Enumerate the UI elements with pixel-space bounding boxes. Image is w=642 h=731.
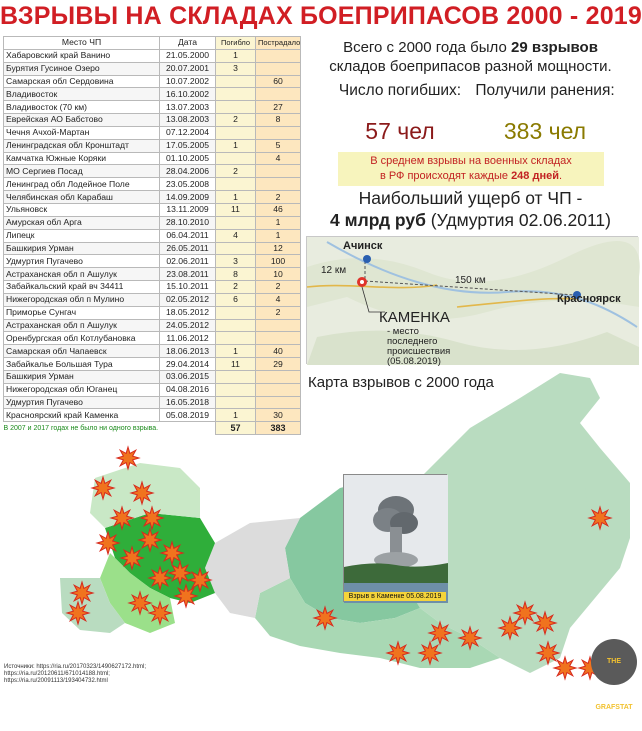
injured-cell: 27 bbox=[256, 101, 301, 114]
explosion-icon bbox=[117, 447, 139, 469]
injured-cell bbox=[256, 49, 301, 62]
table-row bbox=[4, 75, 301, 88]
injured-cell: 29 bbox=[256, 358, 301, 371]
injured-value: 383 чел bbox=[503, 118, 587, 144]
dead-cell bbox=[216, 178, 256, 191]
dead-cell: 4 bbox=[216, 229, 256, 242]
injured-cell bbox=[256, 62, 301, 75]
date-cell: 15.10.2011 bbox=[160, 281, 216, 294]
dead-cell: 8 bbox=[216, 268, 256, 281]
place-cell: МО Сергиев Посад bbox=[4, 165, 160, 178]
place-cell: Липецк bbox=[4, 229, 160, 242]
place-cell: Еврейская АО Бабстово bbox=[4, 114, 160, 127]
photo-caption: Взрыв в Каменке 05.08.2019 bbox=[344, 592, 446, 601]
date-cell: 24.05.2012 bbox=[160, 319, 216, 332]
table-row bbox=[4, 165, 301, 178]
place-cell: Башкирия Урман bbox=[4, 370, 160, 383]
dead-cell: 3 bbox=[216, 255, 256, 268]
source-link-2: https://ria.ru/20120611/671014188.html; bbox=[4, 671, 110, 677]
place-cell: Забайкальский край вч 34411 bbox=[4, 281, 160, 294]
dead-cell bbox=[216, 126, 256, 139]
explosion-icon bbox=[161, 542, 183, 564]
place-cell: Забайкалье Большая Тура bbox=[4, 358, 160, 371]
table-row bbox=[4, 203, 301, 216]
injured-cell bbox=[256, 165, 301, 178]
dead-cell: 1 bbox=[216, 49, 256, 62]
total-injured: 383 bbox=[256, 422, 301, 435]
explosion-icon bbox=[429, 622, 451, 644]
place-cell: Самарская обл Сердовина bbox=[4, 75, 160, 88]
explosion-icon bbox=[554, 657, 576, 679]
injured-cell: 2 bbox=[256, 281, 301, 294]
achinsk-label: Ачинск bbox=[343, 240, 383, 252]
table-row bbox=[4, 191, 301, 204]
explosion-icon bbox=[139, 529, 161, 551]
table-row bbox=[4, 49, 301, 62]
date-cell: 13.08.2003 bbox=[160, 114, 216, 127]
table-row bbox=[4, 62, 301, 75]
avg-days: 248 дней bbox=[511, 170, 559, 182]
damage-place-date: (Удмуртия 02.06.2011) bbox=[425, 210, 611, 230]
explosion-icon bbox=[129, 592, 151, 614]
explosion-icon bbox=[537, 642, 559, 664]
injured-cell bbox=[256, 332, 301, 345]
explosion-icon bbox=[92, 477, 114, 499]
grafstat-logo: THE GRAFSTAT bbox=[591, 639, 637, 685]
place-cell: Нижегородская обл п Мулино bbox=[4, 293, 160, 306]
dead-cell bbox=[216, 88, 256, 101]
table-row bbox=[4, 101, 301, 114]
injured-cell: 1 bbox=[256, 229, 301, 242]
place-cell: Владивосток (70 км) bbox=[4, 101, 160, 114]
date-cell: 13.11.2009 bbox=[160, 203, 216, 216]
dead-cell bbox=[216, 306, 256, 319]
injured-cell: 40 bbox=[256, 345, 301, 358]
explosion-icon bbox=[97, 532, 119, 554]
kamenka-explosion-photo bbox=[343, 474, 447, 602]
dead-cell: 6 bbox=[216, 293, 256, 306]
sources-text bbox=[4, 664, 146, 685]
table-row bbox=[4, 88, 301, 101]
date-cell: 05.08.2019 bbox=[160, 409, 216, 422]
place-cell: Красноярский край Каменка bbox=[4, 409, 160, 422]
table-row bbox=[4, 229, 301, 242]
table-row bbox=[4, 139, 301, 152]
place-cell: Ульяновск bbox=[4, 203, 160, 216]
table-row bbox=[4, 152, 301, 165]
dead-cell bbox=[216, 152, 256, 165]
inset-map bbox=[306, 236, 638, 367]
explosion-icon bbox=[121, 547, 143, 569]
place-cell: Башкирия Урман bbox=[4, 242, 160, 255]
dead-cell bbox=[216, 242, 256, 255]
kamenka-label: КАМЕНКА bbox=[379, 309, 450, 326]
date-cell: 21.05.2000 bbox=[160, 49, 216, 62]
table-header-row bbox=[4, 37, 301, 50]
explosion-icon bbox=[149, 602, 171, 624]
explosion-icon bbox=[459, 627, 481, 649]
kamenka-note-line2: последнего bbox=[387, 336, 438, 347]
place-cell: Челябинская обл Карабаш bbox=[4, 191, 160, 204]
injured-label: Получили ранения: bbox=[475, 82, 615, 99]
dead-cell: 1 bbox=[216, 139, 256, 152]
page-title: ВЗРЫВЫ НА СКЛАДАХ БОЕПРИПАСОВ 2000 - 2019 bbox=[0, 2, 642, 30]
table-row bbox=[4, 293, 301, 306]
table-note: В 2007 и 2017 годах не было ни одного взрыва. bbox=[3, 424, 159, 432]
injured-cell: 2 bbox=[256, 306, 301, 319]
dead-cell: 2 bbox=[216, 165, 256, 178]
injured-cell bbox=[256, 319, 301, 332]
date-cell: 13.07.2003 bbox=[160, 101, 216, 114]
average-interval-box bbox=[338, 152, 604, 186]
injured-cell: 8 bbox=[256, 114, 301, 127]
injured-cell: 12 bbox=[256, 242, 301, 255]
date-cell: 28.04.2006 bbox=[160, 165, 216, 178]
dead-value: 57 чел bbox=[365, 118, 435, 144]
avg-line1: В среднем взрывы на военных складах bbox=[370, 155, 572, 167]
table-row bbox=[4, 306, 301, 319]
dead-cell: 3 bbox=[216, 62, 256, 75]
explosion-icon bbox=[111, 507, 133, 529]
explosion-icon bbox=[169, 562, 191, 584]
date-cell: 02.05.2012 bbox=[160, 293, 216, 306]
injured-cell: 10 bbox=[256, 268, 301, 281]
achinsk-marker bbox=[363, 255, 371, 263]
date-cell: 03.06.2015 bbox=[160, 370, 216, 383]
date-cell: 04.08.2016 bbox=[160, 383, 216, 396]
injured-cell bbox=[256, 88, 301, 101]
date-cell: 18.06.2013 bbox=[160, 345, 216, 358]
russia-explosions-map bbox=[0, 368, 640, 690]
injured-cell: 4 bbox=[256, 293, 301, 306]
total-explosions-text bbox=[303, 38, 638, 76]
date-cell: 01.10.2005 bbox=[160, 152, 216, 165]
explosion-photo-graphic bbox=[344, 475, 448, 603]
place-cell: Астраханская обл п Ашулук bbox=[4, 268, 160, 281]
date-cell: 07.12.2004 bbox=[160, 126, 216, 139]
damage-line1: Наибольший ущерб от ЧП - bbox=[358, 188, 583, 208]
date-cell: 18.05.2012 bbox=[160, 306, 216, 319]
table-row bbox=[4, 255, 301, 268]
dead-cell bbox=[216, 216, 256, 229]
place-cell: Камчатка Южные Коряки bbox=[4, 152, 160, 165]
header-injured: Пострадало bbox=[256, 37, 301, 50]
dead-cell bbox=[216, 332, 256, 345]
total-dead: 57 bbox=[216, 422, 256, 435]
table-row bbox=[4, 345, 301, 358]
place-cell: Самарская обл Чапаевск bbox=[4, 345, 160, 358]
explosion-icon bbox=[534, 612, 556, 634]
injured-cell: 60 bbox=[256, 75, 301, 88]
header-dead: Погибло bbox=[216, 37, 256, 50]
injured-cell: 1 bbox=[256, 216, 301, 229]
date-cell: 23.08.2011 bbox=[160, 268, 216, 281]
dead-label: Число погибших: bbox=[338, 82, 462, 99]
injured-cell: 2 bbox=[256, 191, 301, 204]
date-cell: 02.06.2011 bbox=[160, 255, 216, 268]
place-cell: Амурская обл Арга bbox=[4, 216, 160, 229]
dead-cell bbox=[216, 101, 256, 114]
kamenka-note-line4: (05.08.2019) bbox=[387, 356, 441, 367]
avg-line2-pre: в РФ происходят каждые bbox=[379, 170, 512, 182]
header-place: Место ЧП bbox=[4, 37, 160, 50]
explosion-icon bbox=[141, 507, 163, 529]
place-cell: Владивосток bbox=[4, 88, 160, 101]
injured-cell: 4 bbox=[256, 152, 301, 165]
table-row bbox=[4, 178, 301, 191]
dead-cell: 2 bbox=[216, 114, 256, 127]
table-row bbox=[4, 332, 301, 345]
place-cell: Астраханская обл п Ашулук bbox=[4, 319, 160, 332]
date-cell: 11.06.2012 bbox=[160, 332, 216, 345]
explosion-icon bbox=[175, 585, 197, 607]
avg-line2-post: . bbox=[558, 170, 563, 182]
table-row bbox=[4, 216, 301, 229]
injured-cell: 46 bbox=[256, 203, 301, 216]
header-date: Дата bbox=[160, 37, 216, 50]
table-row bbox=[4, 242, 301, 255]
place-cell: Удмуртия Пугачево bbox=[4, 255, 160, 268]
place-cell: Чечня Ачхой-Мартан bbox=[4, 126, 160, 139]
injured-cell: 5 bbox=[256, 139, 301, 152]
injured-cell bbox=[256, 178, 301, 191]
table-row bbox=[4, 319, 301, 332]
table-row bbox=[4, 114, 301, 127]
kamenka-note-line1: - место bbox=[387, 326, 419, 337]
explosion-icon bbox=[589, 507, 611, 529]
place-cell: Приморье Сунгач bbox=[4, 306, 160, 319]
damage-amount: 4 млрд руб bbox=[330, 210, 426, 230]
largest-damage-text bbox=[303, 187, 638, 231]
place-cell: Оренбургская обл Котлубановка bbox=[4, 332, 160, 345]
injured-cell: 30 bbox=[256, 409, 301, 422]
dead-cell: 11 bbox=[216, 358, 256, 371]
kamenka-note-line3: происшествия bbox=[387, 346, 451, 357]
table-row bbox=[4, 126, 301, 139]
total-line1-text: Всего с 2000 года было bbox=[343, 39, 511, 56]
date-cell: 16.05.2018 bbox=[160, 396, 216, 409]
explosion-icon bbox=[189, 569, 211, 591]
kamenka-note bbox=[387, 327, 450, 367]
explosion-icon bbox=[71, 582, 93, 604]
place-cell: Бурятия Гусиное Озеро bbox=[4, 62, 160, 75]
explosion-icon bbox=[419, 642, 441, 664]
place-cell: Ленинградская обл Кронштадт bbox=[4, 139, 160, 152]
explosion-icon bbox=[387, 642, 409, 664]
place-cell: Удмуртия Пугачево bbox=[4, 396, 160, 409]
explosion-icon bbox=[149, 567, 171, 589]
dead-cell: 2 bbox=[216, 281, 256, 294]
date-cell: 16.10.2002 bbox=[160, 88, 216, 101]
dead-cell: 11 bbox=[216, 203, 256, 216]
table-row bbox=[4, 281, 301, 294]
date-cell: 06.04.2011 bbox=[160, 229, 216, 242]
date-cell: 14.09.2009 bbox=[160, 191, 216, 204]
date-cell: 20.07.2001 bbox=[160, 62, 216, 75]
dead-cell bbox=[216, 319, 256, 332]
sources-label: Источники: bbox=[4, 664, 35, 670]
date-cell: 23.05.2008 bbox=[160, 178, 216, 191]
dead-cell: 1 bbox=[216, 191, 256, 204]
dead-cell: 1 bbox=[216, 345, 256, 358]
dead-cell: 1 bbox=[216, 409, 256, 422]
place-cell: Нижегородская обл Юганец bbox=[4, 383, 160, 396]
total-line2-text: складов боеприпасов разной мощности. bbox=[329, 58, 612, 75]
dead-cell bbox=[216, 75, 256, 88]
date-cell: 29.04.2014 bbox=[160, 358, 216, 371]
date-cell: 26.05.2011 bbox=[160, 242, 216, 255]
map-caption: Карта взрывов с 2000 года bbox=[308, 374, 494, 391]
explosion-icon bbox=[314, 607, 336, 629]
explosion-icon bbox=[67, 602, 89, 624]
place-cell: Ленинград обл Лодейное Поле bbox=[4, 178, 160, 191]
date-cell: 28.10.2010 bbox=[160, 216, 216, 229]
krasnoyarsk-label: Красноярск bbox=[557, 293, 621, 305]
date-cell: 17.05.2005 bbox=[160, 139, 216, 152]
place-cell: Хабаровский край Ванино bbox=[4, 49, 160, 62]
source-link-1: https://ria.ru/20170323/1490627172.html; bbox=[36, 664, 147, 670]
date-cell: 10.07.2002 bbox=[160, 75, 216, 88]
table-row bbox=[4, 268, 301, 281]
injured-cell: 100 bbox=[256, 255, 301, 268]
source-link-3: https://ria.ru/20091113/193404732.html bbox=[4, 678, 108, 684]
distance-12-label: 12 км bbox=[321, 265, 347, 276]
injured-cell bbox=[256, 126, 301, 139]
total-count: 29 взрывов bbox=[511, 39, 598, 56]
distance-150-label: 150 км bbox=[455, 275, 486, 286]
explosion-icon bbox=[131, 482, 153, 504]
explosion-icon bbox=[514, 602, 536, 624]
